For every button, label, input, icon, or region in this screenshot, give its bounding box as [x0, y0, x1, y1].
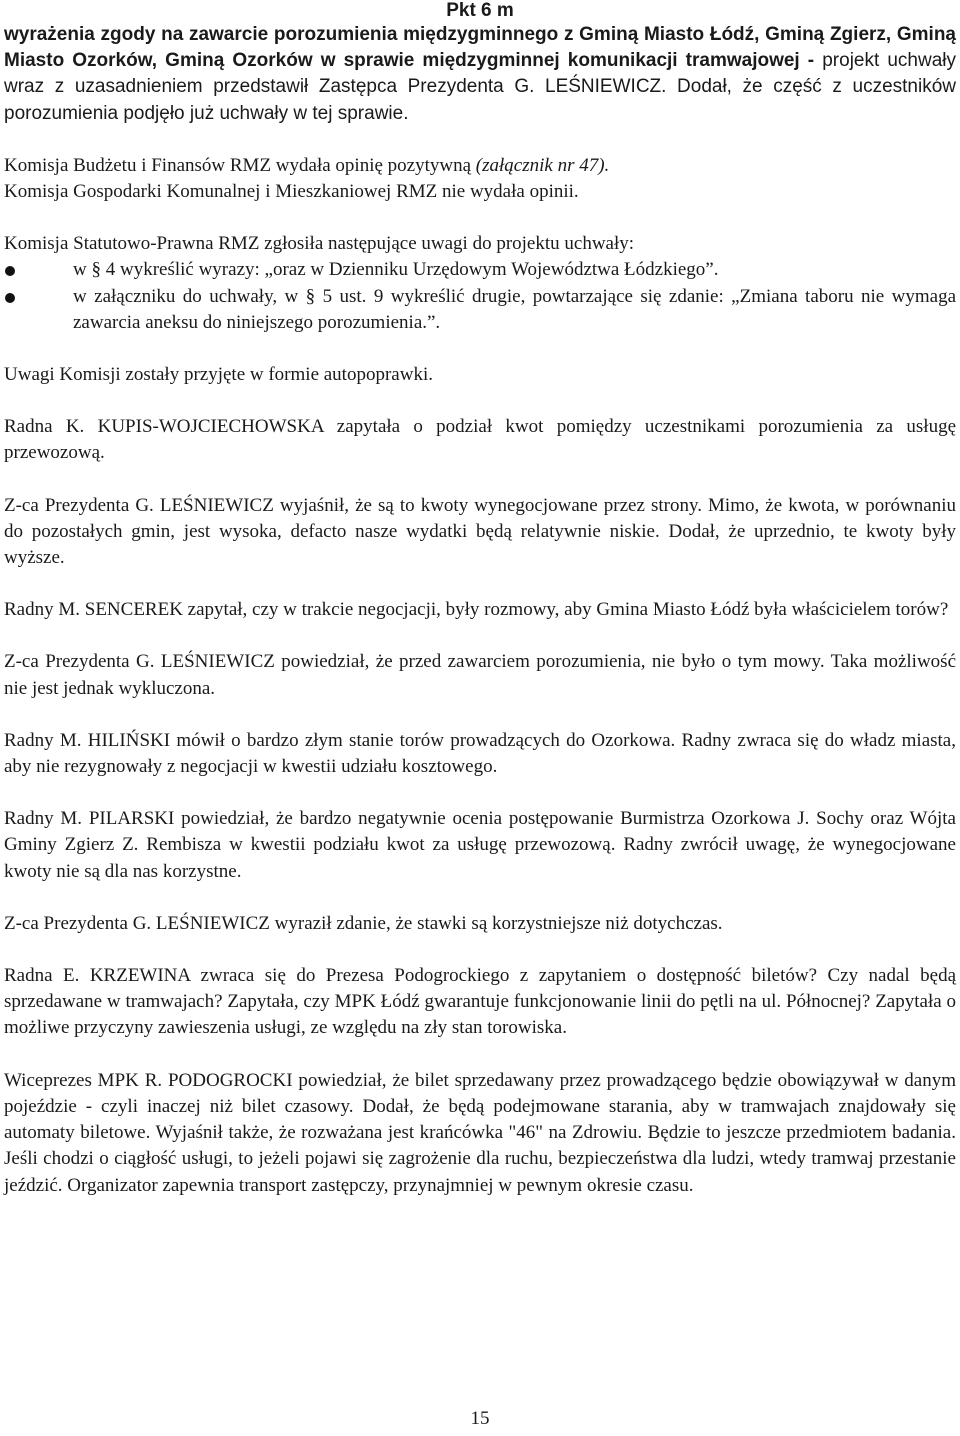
document-page [4, 0, 956, 1199]
section-heading: Pkt 6 m [446, 0, 514, 21]
paragraph-krzewina-question: Radna E. KRZEWINA zwraca się do Prezesa Podogrockiego z zapytaniem o dostępność biletów? Czy nadal będą sprzedawane w tramwajach? Zapytała, czy MPK Łódź gwarantuje funkcjonowanie linii do pętli na ul. Północnej? Zapytała o możliwe przyczyny zawieszenia usługi, ze względu na zły stan torowiska. [4, 965, 956, 1039]
paragraph-lesniewicz-explanation: Z-ca Prezydenta G. LEŚNIEWICZ wyjaśnił, że są to kwoty wynegocjowane przez strony. Mimo, że kwota, w porównaniu do pozostałych gmin, jest wysoka, defacto nasze wydatki będą relatywnie niskie. Dodał, że uprzednio, te kwoty były wyższe. [4, 494, 956, 569]
attachment-reference: (załącznik nr 47). [475, 154, 610, 176]
paragraph-autocorrection: Uwagi Komisji zostały przyjęte w formie autopoprawki. [4, 364, 433, 386]
list-item [4, 284, 956, 336]
lead-text: projekt uchwały wraz z uzasadnieniem przedstawił Zastępca Prezydenta G. LEŚNIEWICZ. Dodał, że część z uczestników porozumienia podjęło już uchwały w tej sprawie. [4, 50, 956, 124]
lead-paragraph [4, 22, 956, 127]
list-item-text: w załączniku do uchwały, w § 5 ust. 9 wykreślić drugie, powtarzające się zdanie: „Zmiana taboru nie wymaga zawarcia aneksu do niniejszego porozumienia.”. [73, 285, 956, 333]
statutory-remarks-list [4, 257, 956, 336]
paragraph-kupis-question: Radna K. KUPIS-WOJCIECHOWSKA zapytała o podział kwot pomiędzy uczestnikami porozumienia za usługę przewozową. [4, 416, 956, 464]
budget-committee-opinion [4, 153, 956, 179]
page-number: 15 [470, 1408, 490, 1429]
resolution-title: wyrażenia zgody na zawarcie porozumienia międzygminnego z Gminą Miasto Łódź, Gminą Zgierz, Gminą Miasto Ozorków, Gminą Ozorków w sprawie międzygminnej komunikacji tramwajowej - [4, 24, 956, 72]
paragraph-sencerek-question: Radny M. SENCEREK zapytał, czy w trakcie negocjacji, były rozmowy, aby Gmina Miasto Łódź była właścicielem torów? [4, 599, 949, 621]
bullet-icon [5, 266, 15, 276]
paragraph-lesniewicz-answer: Z-ca Prezydenta G. LEŚNIEWICZ powiedział, że przed zawarciem porozumienia, nie było o tym mowy. Taka możliwość nie jest jednak wykluczona. [4, 651, 956, 699]
paragraph-podogrocki-answer: Wiceprezes MPK R. PODOGROCKI powiedział, że bilet sprzedawany przez prowadzącego będzie obowiązywał w danym pojeździe - czyli inaczej niż bilet czasowy. Dodał, że będą podejmowane starania, aby w tramwajach znajdowały się automaty biletowe. Wyjaśnił także, że rozważana jest krańcówka "46" na Zdrowiu. Będzie to jeszcze przedmiotem badania. Jeśli chodzi o ciągłość usługi, to jeżeli pojawi się zagrożenie dla ruchu, bezpieczeństwa dla ludzi, wtedy tramwaj przestanie jeździć. Organizator zapewnia transport zastępczy, przynajmniej w pewnym okresie czasu. [4, 1069, 956, 1196]
paragraph-pilarski-remark: Radny M. PILARSKI powiedział, że bardzo negatywnie ocenia postępowanie Burmistrza Ozorkowa J. Sochy oraz Wójta Gminy Zgierz Z. Rembisza w kwestii podziału kwot za usługę przewozową. Radny zwrócił uwagę, że wynegocjowane kwoty nie są dla nas korzystne. [4, 808, 956, 882]
bullet-icon [5, 293, 15, 303]
statutory-committee-intro: Komisja Statutowo-Prawna RMZ zgłosiła następujące uwagi do projektu uchwały: [4, 233, 635, 255]
paragraph-lesniewicz-opinion: Z-ca Prezydenta G. LEŚNIEWICZ wyraził zdanie, że stawki są korzystniejsze niż dotychczas. [4, 912, 723, 934]
list-item-text: w § 4 wykreślić wyrazy: „oraz w Dzienniku Urzędowym Województwa Łódzkiego”. [73, 259, 719, 281]
paragraph-hilinski-remark: Radny M. HILIŃSKI mówił o bardzo złym stanie torów prowadzących do Ozorkowa. Radny zwraca się do władz miasta, aby nie rezygnowały z negocjacji w kwestii udziału kosztowego. [4, 729, 956, 778]
list-item [4, 257, 956, 283]
municipal-committee-opinion: Komisja Gospodarki Komunalnej i Mieszkaniowej RMZ nie wydała opinii. [4, 181, 579, 203]
budget-committee-text: Komisja Budżetu i Finansów RMZ wydała opinię pozytywną [4, 154, 476, 176]
